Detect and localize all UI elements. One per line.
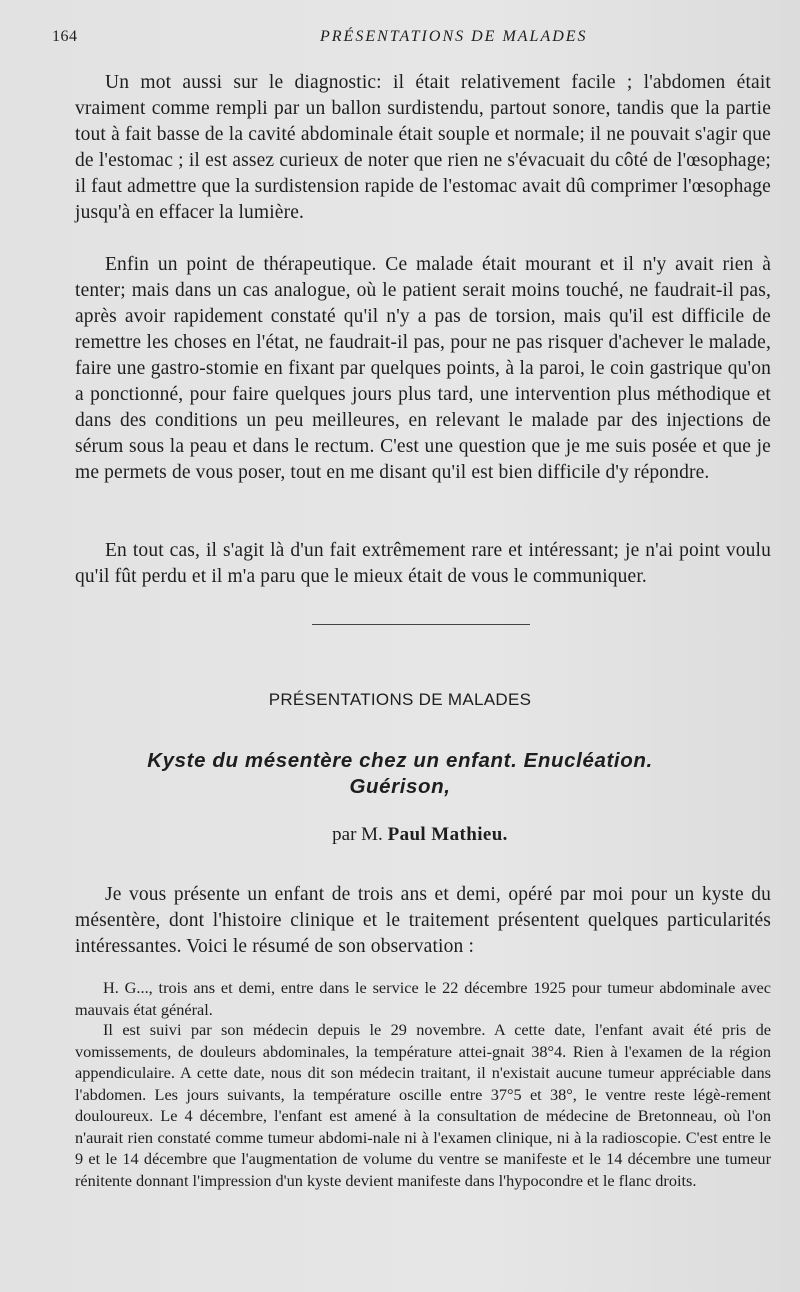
running-header: [52, 28, 770, 52]
paragraph-diagnostic: Un mot aussi sur le diagnostic: il était relativement facile ; l'abdomen était vraiment comme rempli par un ballon surdistendu, partout sonore, tandis que la partie tout à fait basse de la cavité abdominale était souple et normale; il ne pouvait s'agir que de l'estomac ; il est assez curieux de noter que rien ne s'évacuait du côté de l'œsophage; il faut admettre que la surdistension rapide de l'estomac avait dû comprimer l'œsophage jusqu'à en effacer la lumière.: [75, 72, 771, 223]
running-title: PRÉSENTATIONS DE MALADES: [320, 28, 588, 45]
observation-paragraph-2: [75, 1019, 771, 1191]
observation-paragraph-1: [75, 977, 771, 1020]
observation-text-2: Il est suivi par son médecin depuis le 29 novembre. A cette date, l'enfant avait été pris de vomissements, de douleurs abdominales, la température attei-gnait 38°4. Rien à l'examen de la région appendiculaire. A cette date, nous dit son médecin traitant, il n'existait aucune tumeur appréciable dans l'abdomen. Les jours suivants, la température oscille entre 37°5 et 38°, le ventre reste légè-rement douloureux. Le 4 décembre, l'enfant est amené à la consultation de médecine de Bretonneau, où l'on n'aurait rien constaté comme tumeur abdomi-nale ni à l'examen clinique, ni à la radioscopie. C'est entre le 9 et le 14 décembre que l'augmentation de volume du ventre se manifeste et le 14 décembre une tumeur rénitente donnant l'impression d'un kyste devient manifeste dans l'hypocondre et le flanc droits.: [75, 1020, 771, 1190]
paragraph-intro: Je vous présente un enfant de trois ans et demi, opéré par moi pour un kyste du mésentère, dont l'histoire clinique et le traitement présentent quelques particularités intéressantes. Voici le résumé de son observation :: [75, 884, 771, 957]
byline: [0, 824, 800, 846]
section-divider: [312, 624, 530, 625]
paragraph-conclusion: En tout cas, il s'agit là d'un fait extrêmement rare et intéressant; je n'ai point voulu qu'il fût perdu et il m'a paru que le mieux était de vous le communiquer.: [75, 540, 771, 587]
byline-prefix: par M.: [332, 824, 383, 845]
observation-text-1: H. G..., trois ans et demi, entre dans le service le 22 décembre 1925 pour tumeur abdominale avec mauvais état général.: [75, 978, 771, 1019]
article-title-line1: Kyste du mésentère chez un enfant. Enucléation.: [147, 749, 653, 772]
article-title: [0, 748, 800, 800]
paragraph-therapeutique: Enfin un point de thérapeutique. Ce malade était mourant et il n'y avait rien à tenter; mais dans un cas analogue, où le patient serait moins touché, ne faudrait-il pas, après avoir rapidement constaté qu'il n'y a pas de torsion, mais qu'il est difficile de remettre les choses en l'état, ne faudrait-il pas, pour ne pas risquer d'achever le malade, faire une gastro-stomie en fixant par quelques points, à la paroi, le coin gastrique qu'on a ponctionné, pour faire quelques jours plus tard, une intervention plus méthodique et dans des conditions un peu meilleures, en relevant le malade par des injections de sérum sous la peau et dans le rectum. C'est une question que je me suis posée et que je me permets de vous poser, tout en me disant qu'il est bien difficile d'y répondre.: [75, 254, 771, 483]
section-heading: PRÉSENTATIONS DE MALADES: [268, 690, 532, 709]
article-title-line2: Guérison,: [349, 775, 451, 798]
page-number: 164: [52, 28, 78, 45]
byline-author: Paul Mathieu.: [387, 824, 508, 845]
